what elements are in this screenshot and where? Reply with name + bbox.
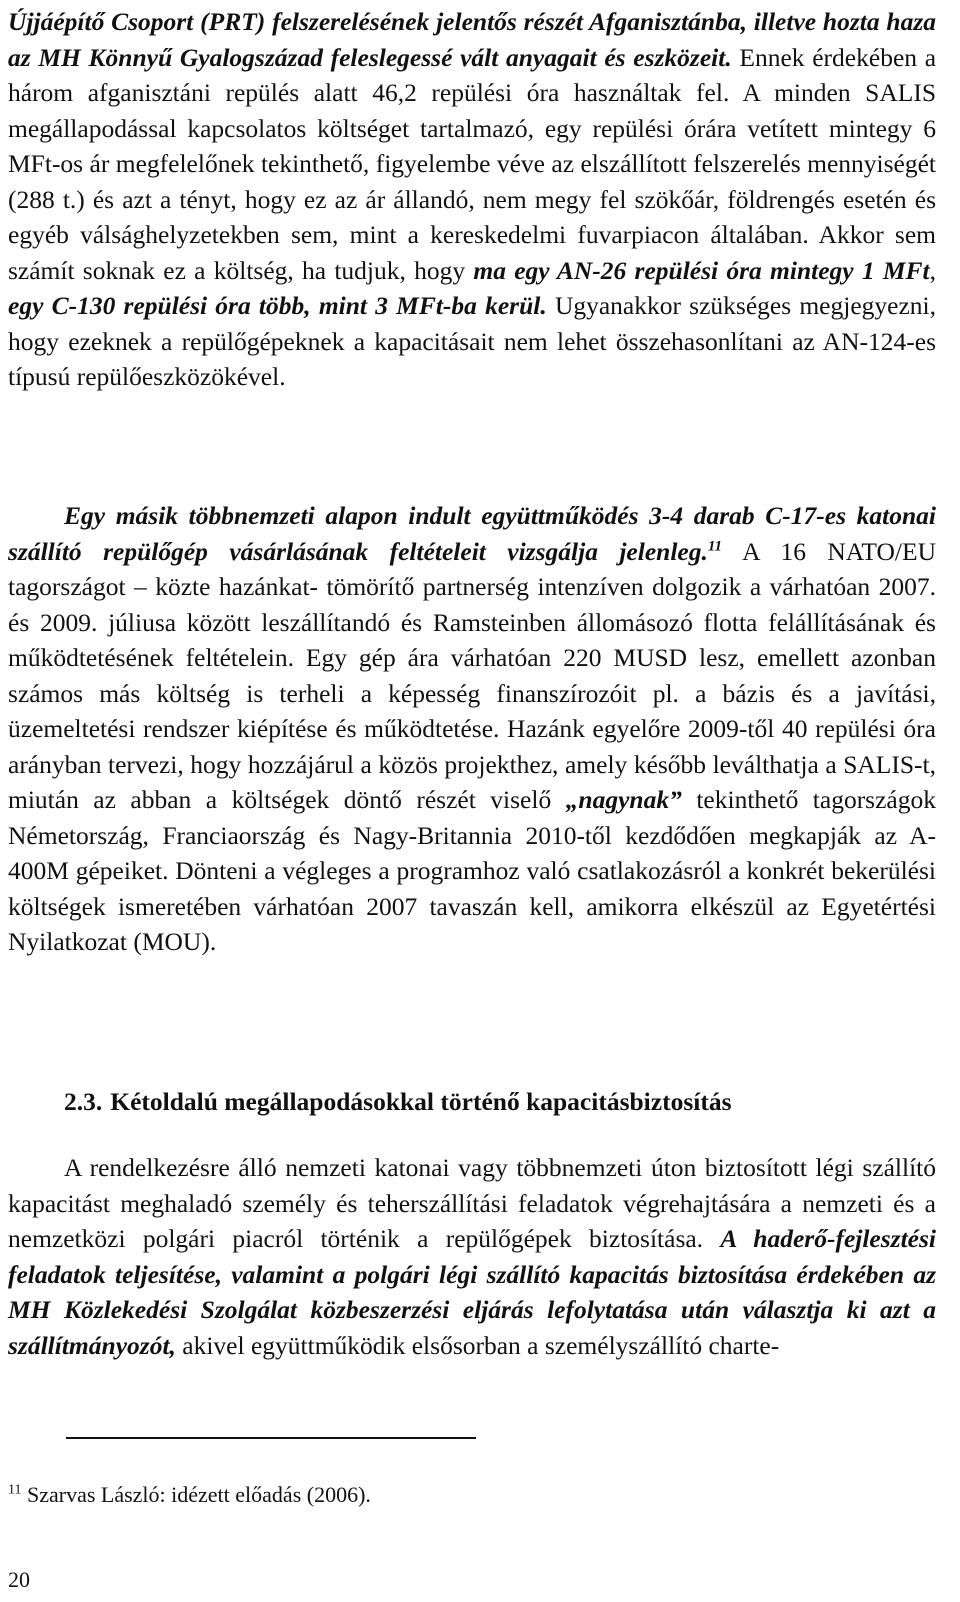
emphasis-text: A haderő-fejlesztési feladatok teljesítése, valamint a polgári légi szállító kapacitás biztosítása érdekében az MH Közlekedési Szolgálat közbeszerzési eljárás lefolytatása után választja ki azt a szállítmányozót,: [8, 1224, 937, 1360]
paragraph-c17: [8, 498, 936, 960]
footnote-text: Szarvas László: idézett előadás (2006).: [21, 1482, 371, 1507]
paragraph-bilateral: [8, 1150, 936, 1363]
body-text: akivel együttműködik elsősorban a személyszállító charte-: [175, 1330, 780, 1360]
body-text: ,: [929, 255, 936, 285]
body-text: A 16 NATO/EU tagországot – közte hazánkat- tömörítő partnerség intenzíven dolgozik a várhatóan 2007. és 2009. júliusa között leszállítandó és Ramsteinben állomásozó flotta felállításának és működtetésének feltételein. Egy gép ára várhatóan 220 MUSD lesz, emellett azonban számos más költség is terheli a képesség finanszírozóit pl. a bázis és a javítási, üzemeltetési rendszer kiépítése és működtetése. Hazánk egyelőre 2009-től 40 repülési óra arányban tervezi, hogy hozzájárul a közös projekthez, amely később leválthatja a SALIS-t, miután az abban a költségek döntő részét viselő: [8, 536, 936, 814]
paragraph-salis: [8, 4, 936, 395]
page-number: 20: [8, 1567, 30, 1592]
footnote-reference[interactable]: 11: [707, 538, 723, 554]
footnote-number: 11: [8, 1482, 22, 1498]
footnote-divider: [66, 1437, 476, 1439]
footnote: [8, 1480, 371, 1510]
emphasis-text: egy C-130 repülési óra több, mint 3 MFt-ba kerül.: [8, 291, 547, 320]
emphasis-text: „nagynak”: [565, 785, 682, 814]
section-heading: [64, 1084, 732, 1120]
section-number: 2.3.: [64, 1087, 103, 1116]
body-text: tekinthető tagországok Németország, Franciaország és Nagy-Britannia 2010-től kezdődően megkapják az A-400M gépeiket. Dönteni a végleges a programhoz való csatlakozásról a konkrét bekerülési költségek ismeretében várhatóan 2007 tavaszán kell, amikorra elkészül az Egyetértési Nyilatkozat (MOU).: [8, 785, 936, 956]
emphasis-text: ma egy AN-26 repülési óra mintegy 1 MFt: [473, 255, 930, 285]
emphasis-text: Egy másik többnemzeti alapon indult együttműködés 3-4 darab C-17-es katonai szállító repülőgép vásárlásának feltételeit vizsgálja jelenleg.: [8, 501, 936, 566]
emphasis-text: Újjáépítő Csoport (PRT) felszerelésének jelentős részét Afganisztánba, illetve hozta haza az MH Könnyű Gyalogszázad feleslegessé vált anyagait és eszközeit.: [8, 7, 936, 72]
body-text: Ugyanakkor szükséges megjegyezni, hogy ezeknek a repülőgépeknek a kapacitásait nem lehet összehasonlítani az AN-124-es típusú repülőeszközökével.: [8, 291, 937, 391]
body-text: Ennek érdekében a három afganisztáni repülés alatt 46,2 repülési óra használtak fel. A minden SALIS megállapodással kapcsolatos költséget tartalmazó, egy repülési órára vetített mintegy 6 MFt-os ár megfelelőnek tekinthető, figyelembe véve az elszállított felszerelés mennyiségét (288 t.) és azt a tényt, hogy ez az ár állandó, nem megy fel szökőár, földrengés esetén és egyéb válsághelyzetekben sem, mint a kereskedelmi fuvarpiacon általában. Akkor sem számít soknak ez a költség, ha tudjuk, hogy: [8, 42, 937, 285]
body-text: A rendelkezésre álló nemzeti katonai vagy többnemzeti úton biztosított légi szállító kapacitást meghaladó személy és teherszállítási feladatok végrehajtására a nemzeti és a nemzetközi polgári piacról történik a repülőgépek biztosítása.: [8, 1153, 936, 1253]
section-title: Kétoldalú megállapodásokkal történő kapacitásbiztosítás: [110, 1087, 732, 1116]
